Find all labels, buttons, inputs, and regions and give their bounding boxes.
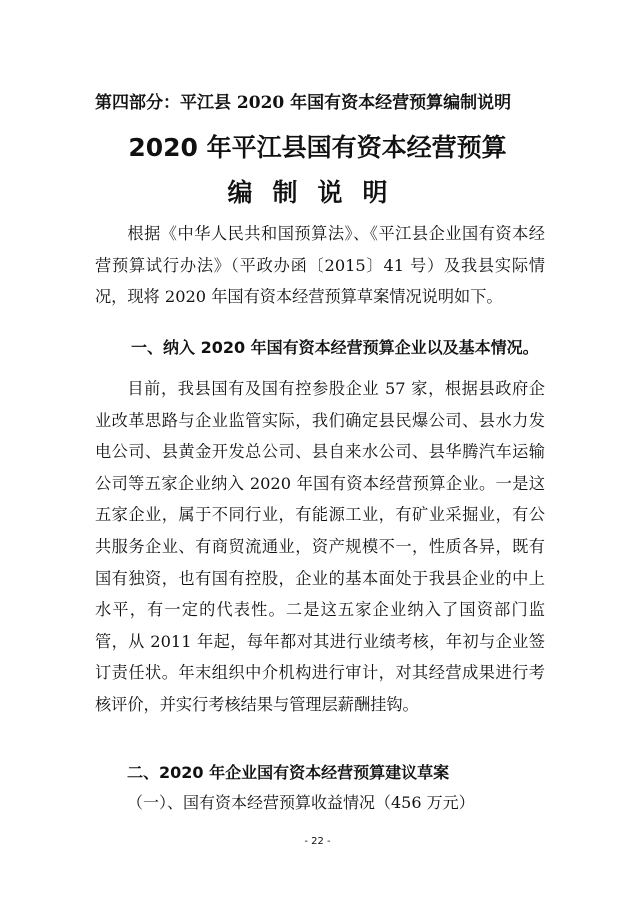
section-1-heading: 一、纳入 2020 年国有资本经营预算企业以及基本情况。 xyxy=(131,338,539,357)
section-1-paragraph: 目前，我县国有及国有控参股企业 57 家，根据县政府企业改革思路与企业监管实际，我们确定县民爆公司、县水力发电公司、县黄金开发总公司、县自来水公司、县华腾汽车运输公司等五家企业纳入 2020 年国有资本经营预算企业。一是这五家企业，属于不同行业，有能源工业，有矿业采掘业，有公共服务企业、有商贸流通业，资产规模不一，性质各异，既有国有独资，也有国有控股，企业的基本面处于我县企业的中上水平，有一定的代表性。二是这五家企业纳入了国资部门监管，从 2011 年起，每年都对其进行业绩考核，年初与企业签订责任状。年末组织中介机构进行审计，对其经营成果进行考核评价，并实行考核结果与管理层薪酬挂钩。 xyxy=(95,379,545,714)
intro-paragraph: 根据《中华人民共和国预算法》、《平江县企业国有资本经营预算试行办法》（平政办函〔2015〕41 号）及我县实际情况，现将 2020 年国有资本经营预算草案情况说明如下。 xyxy=(95,224,545,307)
section-2-subheading: （一）、国有资本经营预算收益情况（456 万元） xyxy=(127,793,475,812)
section-2-heading: 二、2020 年企业国有资本经营预算建议草案 xyxy=(127,763,450,782)
sub-title: 编制说明 xyxy=(227,178,408,207)
main-title: 2020 年平江县国有资本经营预算 xyxy=(128,133,507,162)
part-title: 第四部分：平江县 2020 年国有资本经营预算编制说明 xyxy=(95,93,512,113)
page-number: - 22 - xyxy=(304,836,331,847)
